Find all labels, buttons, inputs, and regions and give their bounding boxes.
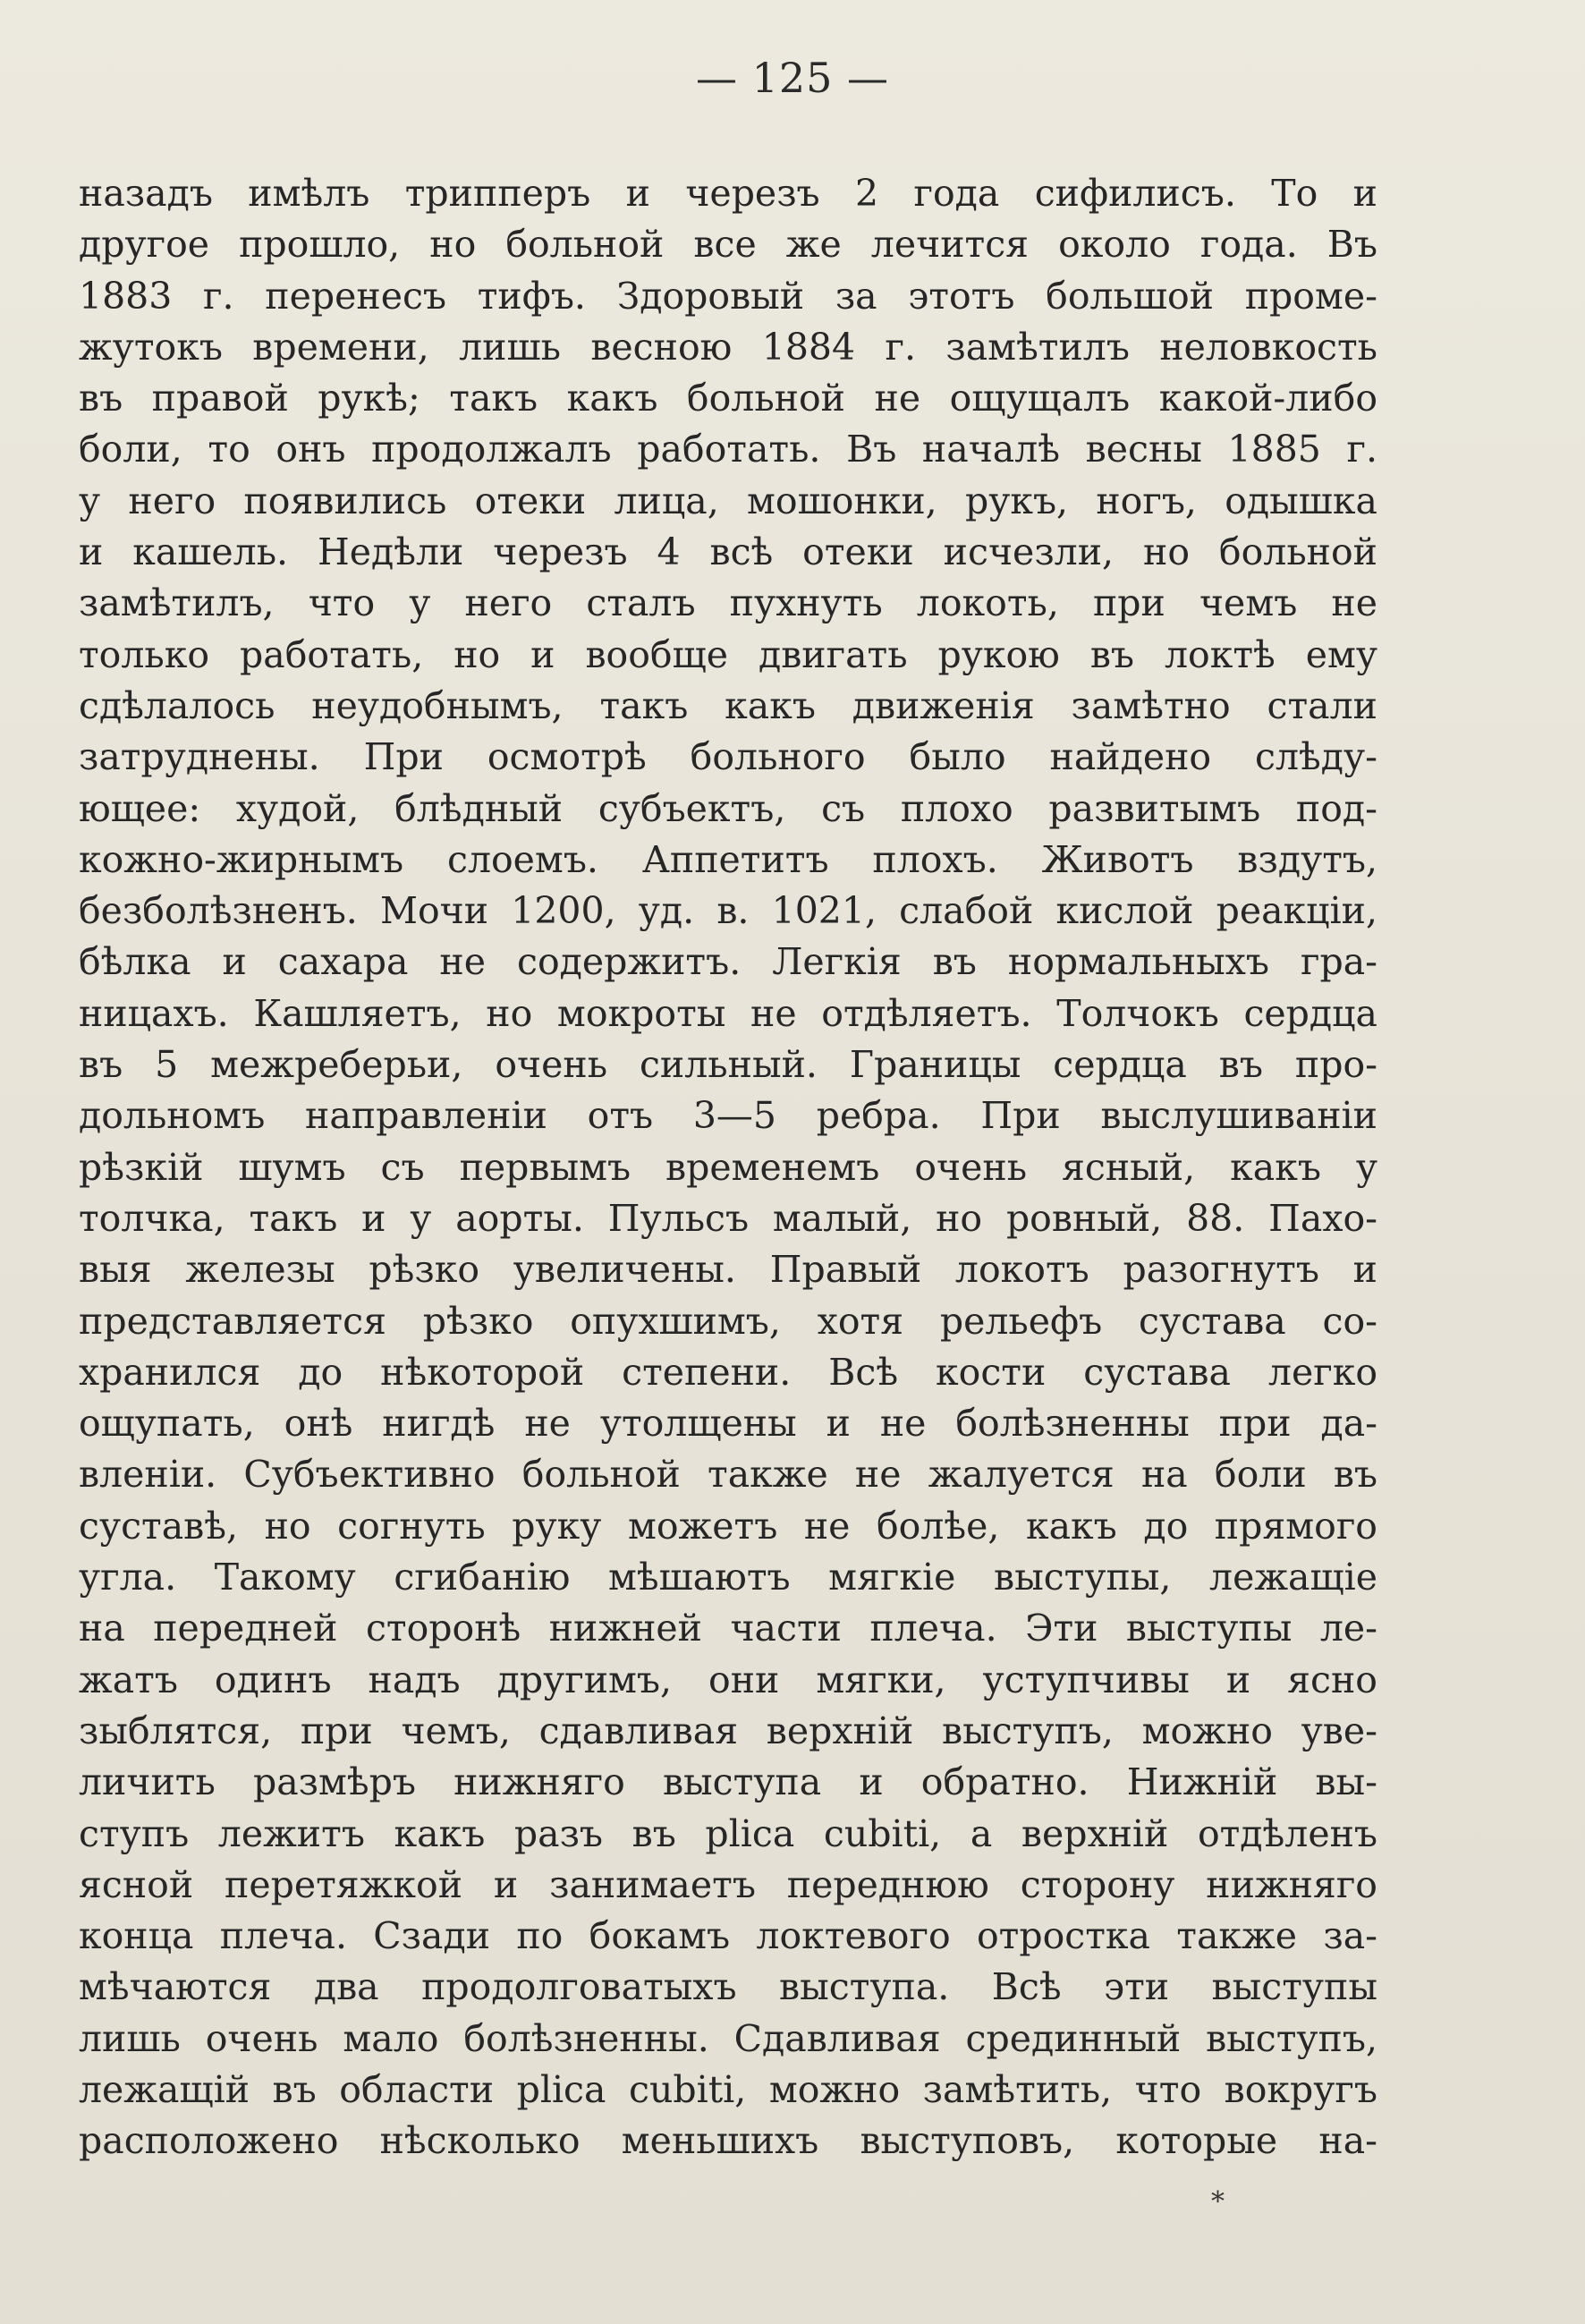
text-line: бѣлка и сахара не содержитъ. Легкія въ нормальныхъ гра- — [79, 940, 1377, 984]
text-line: ясной перетяжкой и занимаетъ переднюю сторону нижняго — [79, 1862, 1377, 1906]
text-line: зыблятся, при чемъ, сдавливая верхній выступъ, можно уве- — [79, 1709, 1377, 1752]
text-line: личить размѣръ нижняго выступа и обратно. Нижній вы- — [79, 1760, 1377, 1804]
text-line: выя железы рѣзко увеличены. Правый локотъ разогнутъ и — [79, 1248, 1377, 1292]
text-line: назадъ имѣлъ трипперъ и черезъ 2 года сифилисъ. То и — [79, 172, 1377, 215]
page-number: — 125 — — [695, 54, 890, 102]
text-line: на передней сторонѣ нижней части плеча. Эти выступы ле- — [79, 1607, 1377, 1650]
text-line: суставѣ, но согнуть руку можетъ не болѣе, какъ до прямого — [79, 1504, 1377, 1548]
text-line: боли, то онъ продолжалъ работать. Въ началѣ весны 1885 г. — [79, 428, 1377, 471]
text-line: въ правой рукѣ; такъ какъ больной не ощущалъ какой-либо — [79, 377, 1377, 420]
text-line: дольномъ направленіи отъ 3—5 ребра. При выслушиваніи — [79, 1094, 1377, 1138]
text-line: въ 5 межреберьи, очень сильный. Границы сердца въ про- — [79, 1043, 1377, 1087]
text-line: 1883 г. перенесъ тифъ. Здоровый за этотъ большой проме- — [79, 274, 1377, 318]
text-line: сдѣлалось неудобнымъ, такъ какъ движенія замѣтно стали — [79, 683, 1377, 727]
text-line: кожно-жирнымъ слоемъ. Аппетитъ плохъ. Животъ вздутъ, — [79, 837, 1377, 881]
text-line: ступъ лежитъ какъ разъ въ plica cubiti, а верхній отдѣленъ — [79, 1811, 1377, 1855]
text-line: безболѣзненъ. Мочи 1200, уд. в. 1021, слабой кислой реакціи, — [79, 889, 1377, 933]
text-line: ющее: худой, блѣдный субъектъ, съ плохо развитымъ под- — [79, 786, 1377, 830]
text-line: замѣтилъ, что у него сталъ пухнуть локоть, при чемъ не — [79, 581, 1377, 625]
text-line: жутокъ времени, лишь весною 1884 г. замѣтилъ неловкость — [79, 325, 1377, 369]
footnote-mark: * — [1211, 2186, 1225, 2218]
text-line: представляется рѣзко опухшимъ, хотя рельефъ сустава со- — [79, 1299, 1377, 1343]
body-text — [79, 168, 1377, 2167]
text-line: ощупать, онѣ нигдѣ не утолщены и не болѣзненны при да- — [79, 1402, 1377, 1446]
text-line: и кашель. Недѣли черезъ 4 всѣ отеки исчезли, но больной — [79, 530, 1377, 574]
text-line: толчка, такъ и у аорты. Пульсъ малый, но ровный, 88. Пахо- — [79, 1196, 1377, 1240]
text-line: вленіи. Субъективно больной также не жалуется на боли въ — [79, 1453, 1377, 1497]
text-line: расположено нѣсколько меньшихъ выступовъ, которые на- — [79, 2119, 1377, 2163]
text-line: затруднены. При осмотрѣ больного было найдено слѣду- — [79, 735, 1377, 779]
text-line: рѣзкій шумъ съ первымъ временемъ очень ясный, какъ у — [79, 1145, 1377, 1189]
text-line: мѣчаются два продолговатыхъ выступа. Всѣ эти выступы — [79, 1965, 1377, 2009]
text-line: угла. Такому сгибанію мѣшаютъ мягкіе выступы, лежащіе — [79, 1556, 1377, 1599]
text-line: другое прошло, но больной все же лечится около года. Въ — [79, 223, 1377, 267]
text-line: жатъ одинъ надъ другимъ, они мягки, уступчивы и ясно — [79, 1658, 1377, 1701]
text-line: ницахъ. Кашляетъ, но мокроты не отдѣляетъ. Толчокъ сердца — [79, 991, 1377, 1035]
text-line: конца плеча. Сзади по бокамъ локтевого отростка также за- — [79, 1914, 1377, 1958]
text-line: лежащій въ области plica cubiti, можно замѣтить, что вокругъ — [79, 2067, 1377, 2111]
text-line: лишь очень мало болѣзненны. Сдавливая срединный выступъ, — [79, 2016, 1377, 2060]
text-line: у него появились отеки лица, мошонки, рукъ, ногъ, одышка — [79, 479, 1377, 522]
text-line: хранился до нѣкоторой степени. Всѣ кости сустава легко — [79, 1350, 1377, 1394]
text-line: только работать, но и вообще двигать рукою въ локтѣ ему — [79, 632, 1377, 676]
